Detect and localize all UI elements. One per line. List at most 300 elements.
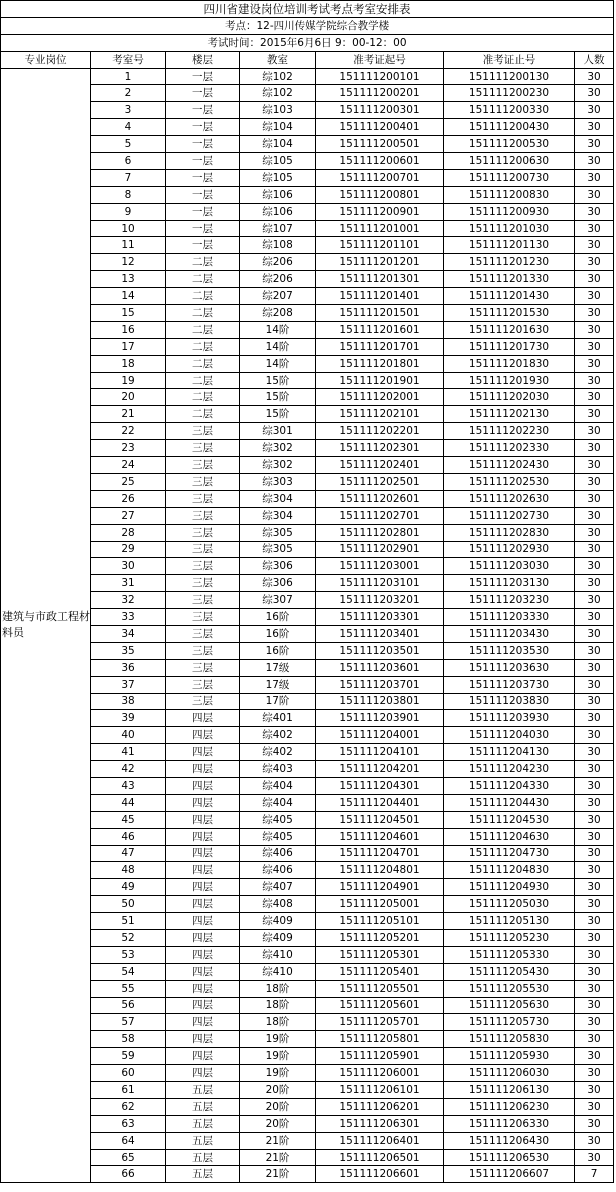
classroom-cell: 综103 [240,102,316,119]
ticket-start-cell: 151111200201 [316,85,444,102]
ticket-start-cell: 151111206101 [316,1082,444,1099]
ticket-start-cell: 151111205801 [316,1031,444,1048]
ticket-start-cell: 151111206401 [316,1132,444,1149]
ticket-end-cell: 151111202530 [444,473,575,490]
ticket-end-cell: 151111205030 [444,896,575,913]
count-cell: 30 [575,541,614,558]
classroom-cell: 14阶 [240,355,316,372]
classroom-cell: 综402 [240,727,316,744]
ticket-start-cell: 151111202301 [316,440,444,457]
room-number-cell: 4 [91,119,166,136]
floor-cell: 四层 [166,727,240,744]
ticket-start-cell: 151111203001 [316,558,444,575]
floor-cell: 一层 [166,136,240,153]
classroom-cell: 综102 [240,85,316,102]
floor-cell: 二层 [166,288,240,305]
classroom-cell: 15阶 [240,389,316,406]
ticket-end-cell: 151111204030 [444,727,575,744]
room-number-cell: 37 [91,676,166,693]
ticket-end-cell: 151111203430 [444,625,575,642]
table-row [1,676,614,693]
room-number-cell: 29 [91,541,166,558]
room-number-cell: 15 [91,305,166,322]
classroom-cell: 综401 [240,710,316,727]
room-number-cell: 2 [91,85,166,102]
room-number-cell: 3 [91,102,166,119]
classroom-cell: 综402 [240,744,316,761]
room-number-cell: 5 [91,136,166,153]
room-number-cell: 40 [91,727,166,744]
floor-cell: 四层 [166,1065,240,1082]
floor-cell: 三层 [166,642,240,659]
table-row [1,609,614,626]
ticket-start-cell: 151111201301 [316,271,444,288]
table-row [1,406,614,423]
ticket-start-cell: 151111200901 [316,203,444,220]
ticket-start-cell: 151111205101 [316,913,444,930]
table-row [1,862,614,879]
ticket-end-cell: 151111205330 [444,946,575,963]
ticket-start-cell: 151111201601 [316,321,444,338]
ticket-start-cell: 151111203501 [316,642,444,659]
ticket-end-cell: 151111201530 [444,305,575,322]
ticket-start-cell: 151111200601 [316,153,444,170]
ticket-start-cell: 151111205501 [316,980,444,997]
table-row [1,1149,614,1166]
ticket-start-cell: 151111201001 [316,220,444,237]
classroom-cell: 综410 [240,963,316,980]
classroom-cell: 综104 [240,119,316,136]
major-cell: 建筑与市政工程材料员 [1,68,91,1183]
table-row [1,980,614,997]
ticket-end-cell: 151111205730 [444,1014,575,1031]
ticket-end-cell: 151111204430 [444,794,575,811]
ticket-end-cell: 151111200430 [444,119,575,136]
floor-cell: 三层 [166,659,240,676]
ticket-end-cell: 151111206530 [444,1149,575,1166]
count-cell: 30 [575,794,614,811]
ticket-end-cell: 151111202830 [444,524,575,541]
floor-cell: 四层 [166,1048,240,1065]
count-cell: 30 [575,558,614,575]
count-cell: 30 [575,929,614,946]
floor-cell: 二层 [166,254,240,271]
room-number-cell: 44 [91,794,166,811]
ticket-end-cell: 151111205930 [444,1048,575,1065]
ticket-end-cell: 151111203930 [444,710,575,727]
ticket-end-cell: 151111204930 [444,879,575,896]
floor-cell: 一层 [166,169,240,186]
room-number-cell: 24 [91,457,166,474]
ticket-start-cell: 151111200301 [316,102,444,119]
floor-cell: 三层 [166,541,240,558]
ticket-start-cell: 151111202101 [316,406,444,423]
ticket-start-cell: 151111204501 [316,811,444,828]
count-cell: 30 [575,203,614,220]
ticket-start-cell: 151111203801 [316,693,444,710]
room-number-cell: 13 [91,271,166,288]
table-row [1,271,614,288]
room-number-cell: 8 [91,186,166,203]
classroom-cell: 综408 [240,896,316,913]
classroom-cell: 21阶 [240,1149,316,1166]
table-row [1,1031,614,1048]
ticket-start-cell: 151111205901 [316,1048,444,1065]
table-row [1,1082,614,1099]
ticket-start-cell: 151111200701 [316,169,444,186]
table-row [1,169,614,186]
count-cell: 30 [575,777,614,794]
header-ticket-end: 准考证止号 [444,51,575,68]
ticket-start-cell: 151111202501 [316,473,444,490]
ticket-start-cell: 151111202001 [316,389,444,406]
count-cell: 30 [575,693,614,710]
room-number-cell: 7 [91,169,166,186]
floor-cell: 四层 [166,744,240,761]
classroom-cell: 16阶 [240,642,316,659]
room-number-cell: 62 [91,1098,166,1115]
ticket-end-cell: 151111202930 [444,541,575,558]
header-floor: 楼层 [166,51,240,68]
classroom-cell: 综102 [240,68,316,85]
room-number-cell: 41 [91,744,166,761]
ticket-end-cell: 151111200130 [444,68,575,85]
count-cell: 30 [575,997,614,1014]
count-cell: 30 [575,710,614,727]
floor-cell: 四层 [166,845,240,862]
ticket-start-cell: 151111201501 [316,305,444,322]
room-number-cell: 53 [91,946,166,963]
ticket-end-cell: 151111206607 [444,1166,575,1183]
ticket-start-cell: 151111206301 [316,1115,444,1132]
room-number-cell: 19 [91,372,166,389]
table-row [1,845,614,862]
ticket-start-cell: 151111205201 [316,929,444,946]
table-row [1,896,614,913]
floor-cell: 五层 [166,1166,240,1183]
count-cell: 30 [575,507,614,524]
table-row [1,119,614,136]
ticket-end-cell: 151111201030 [444,220,575,237]
table-row [1,1014,614,1031]
classroom-cell: 综406 [240,845,316,862]
classroom-cell: 20阶 [240,1115,316,1132]
classroom-cell: 综409 [240,913,316,930]
count-cell: 30 [575,68,614,85]
classroom-cell: 综307 [240,592,316,609]
ticket-end-cell: 151111201430 [444,288,575,305]
room-number-cell: 17 [91,338,166,355]
classroom-cell: 综407 [240,879,316,896]
table-row [1,220,614,237]
table-row [1,777,614,794]
room-number-cell: 63 [91,1115,166,1132]
ticket-start-cell: 151111204601 [316,828,444,845]
room-number-cell: 14 [91,288,166,305]
floor-cell: 四层 [166,710,240,727]
classroom-cell: 18阶 [240,997,316,1014]
count-cell: 30 [575,879,614,896]
table-row [1,254,614,271]
classroom-cell: 21阶 [240,1166,316,1183]
floor-cell: 四层 [166,913,240,930]
ticket-start-cell: 151111205301 [316,946,444,963]
room-number-cell: 55 [91,980,166,997]
count-cell: 30 [575,744,614,761]
ticket-end-cell: 151111206230 [444,1098,575,1115]
floor-cell: 一层 [166,85,240,102]
table-row [1,811,614,828]
classroom-cell: 19阶 [240,1065,316,1082]
classroom-cell: 综108 [240,237,316,254]
table-row [1,423,614,440]
table-row [1,879,614,896]
classroom-cell: 综206 [240,271,316,288]
classroom-cell: 21阶 [240,1132,316,1149]
ticket-start-cell: 151111201401 [316,288,444,305]
room-number-cell: 10 [91,220,166,237]
table-row [1,1115,614,1132]
ticket-end-cell: 151111204730 [444,845,575,862]
floor-cell: 四层 [166,929,240,946]
floor-cell: 一层 [166,153,240,170]
count-cell: 30 [575,642,614,659]
classroom-cell: 综403 [240,761,316,778]
classroom-cell: 17级 [240,659,316,676]
floor-cell: 五层 [166,1082,240,1099]
floor-cell: 四层 [166,963,240,980]
exam-time-row [1,34,614,51]
classroom-cell: 20阶 [240,1098,316,1115]
classroom-cell: 15阶 [240,372,316,389]
ticket-end-cell: 151111206030 [444,1065,575,1082]
table-row [1,305,614,322]
table-row [1,102,614,119]
classroom-cell: 综405 [240,828,316,845]
ticket-start-cell: 151111205701 [316,1014,444,1031]
ticket-end-cell: 151111205130 [444,913,575,930]
room-number-cell: 16 [91,321,166,338]
ticket-end-cell: 151111203030 [444,558,575,575]
ticket-end-cell: 151111203630 [444,659,575,676]
table-row [1,1065,614,1082]
floor-cell: 四层 [166,1031,240,1048]
room-number-cell: 27 [91,507,166,524]
ticket-start-cell: 151111206001 [316,1065,444,1082]
table-row [1,321,614,338]
classroom-cell: 综304 [240,490,316,507]
count-cell: 30 [575,963,614,980]
room-number-cell: 38 [91,693,166,710]
venue-row [1,17,614,34]
ticket-start-cell: 151111205001 [316,896,444,913]
table-row [1,186,614,203]
ticket-end-cell: 151111203130 [444,575,575,592]
count-cell: 30 [575,913,614,930]
room-number-cell: 31 [91,575,166,592]
room-number-cell: 9 [91,203,166,220]
room-number-cell: 45 [91,811,166,828]
ticket-end-cell: 151111200630 [444,153,575,170]
ticket-end-cell: 151111203230 [444,592,575,609]
classroom-cell: 15阶 [240,406,316,423]
count-cell: 30 [575,305,614,322]
table-row [1,524,614,541]
ticket-end-cell: 151111202330 [444,440,575,457]
ticket-end-cell: 151111204330 [444,777,575,794]
floor-cell: 二层 [166,305,240,322]
floor-cell: 二层 [166,389,240,406]
ticket-start-cell: 151111200401 [316,119,444,136]
classroom-cell: 18阶 [240,1014,316,1031]
ticket-start-cell: 151111203301 [316,609,444,626]
room-number-cell: 65 [91,1149,166,1166]
ticket-start-cell: 151111202901 [316,541,444,558]
ticket-start-cell: 151111205601 [316,997,444,1014]
room-number-cell: 60 [91,1065,166,1082]
ticket-start-cell: 151111202801 [316,524,444,541]
classroom-cell: 综306 [240,575,316,592]
floor-cell: 二层 [166,338,240,355]
table-row [1,575,614,592]
count-cell: 7 [575,1166,614,1183]
table-row [1,85,614,102]
room-number-cell: 11 [91,237,166,254]
classroom-cell: 20阶 [240,1082,316,1099]
floor-cell: 二层 [166,321,240,338]
classroom-cell: 综404 [240,794,316,811]
floor-cell: 三层 [166,490,240,507]
table-row [1,389,614,406]
table-row [1,592,614,609]
floor-cell: 二层 [166,271,240,288]
ticket-end-cell: 151111201830 [444,355,575,372]
table-row [1,761,614,778]
room-number-cell: 6 [91,153,166,170]
room-number-cell: 12 [91,254,166,271]
floor-cell: 三层 [166,423,240,440]
ticket-start-cell: 151111201101 [316,237,444,254]
ticket-end-cell: 151111205230 [444,929,575,946]
count-cell: 30 [575,1065,614,1082]
count-cell: 30 [575,676,614,693]
ticket-start-cell: 151111204201 [316,761,444,778]
count-cell: 30 [575,389,614,406]
count-cell: 30 [575,592,614,609]
ticket-end-cell: 151111203730 [444,676,575,693]
floor-cell: 四层 [166,761,240,778]
classroom-cell: 综106 [240,203,316,220]
floor-cell: 三层 [166,693,240,710]
floor-cell: 四层 [166,879,240,896]
table-row [1,659,614,676]
count-cell: 30 [575,828,614,845]
classroom-cell: 综302 [240,440,316,457]
room-number-cell: 26 [91,490,166,507]
ticket-end-cell: 151111200930 [444,203,575,220]
ticket-start-cell: 151111204401 [316,794,444,811]
ticket-start-cell: 151111203401 [316,625,444,642]
count-cell: 30 [575,1132,614,1149]
classroom-cell: 综206 [240,254,316,271]
classroom-cell: 综105 [240,169,316,186]
count-cell: 30 [575,355,614,372]
count-cell: 30 [575,896,614,913]
table-row [1,710,614,727]
ticket-start-cell: 151111202401 [316,457,444,474]
count-cell: 30 [575,220,614,237]
ticket-end-cell: 151111202130 [444,406,575,423]
room-number-cell: 59 [91,1048,166,1065]
classroom-cell: 综304 [240,507,316,524]
ticket-start-cell: 151111203601 [316,659,444,676]
floor-cell: 三层 [166,575,240,592]
table-row [1,1166,614,1183]
room-number-cell: 23 [91,440,166,457]
header-row [1,51,614,68]
table-row [1,457,614,474]
room-number-cell: 48 [91,862,166,879]
classroom-cell: 16阶 [240,625,316,642]
room-number-cell: 51 [91,913,166,930]
table-row [1,828,614,845]
count-cell: 30 [575,625,614,642]
ticket-start-cell: 151111201901 [316,372,444,389]
floor-cell: 一层 [166,68,240,85]
room-number-cell: 33 [91,609,166,626]
floor-cell: 四层 [166,946,240,963]
ticket-end-cell: 151111204230 [444,761,575,778]
ticket-start-cell: 151111201801 [316,355,444,372]
table-row [1,929,614,946]
classroom-cell: 综406 [240,862,316,879]
floor-cell: 四层 [166,997,240,1014]
classroom-cell: 综107 [240,220,316,237]
classroom-cell: 综405 [240,811,316,828]
count-cell: 30 [575,811,614,828]
floor-cell: 一层 [166,203,240,220]
count-cell: 30 [575,1014,614,1031]
floor-cell: 一层 [166,186,240,203]
table-row [1,507,614,524]
floor-cell: 五层 [166,1132,240,1149]
ticket-start-cell: 151111203701 [316,676,444,693]
count-cell: 30 [575,727,614,744]
count-cell: 30 [575,980,614,997]
room-number-cell: 25 [91,473,166,490]
ticket-start-cell: 151111204301 [316,777,444,794]
floor-cell: 四层 [166,980,240,997]
classroom-cell: 综404 [240,777,316,794]
table-row [1,625,614,642]
count-cell: 30 [575,457,614,474]
room-number-cell: 35 [91,642,166,659]
classroom-cell: 综105 [240,153,316,170]
count-cell: 30 [575,136,614,153]
count-cell: 30 [575,186,614,203]
table-row [1,338,614,355]
header-room-number: 考室号 [91,51,166,68]
room-number-cell: 56 [91,997,166,1014]
classroom-cell: 综303 [240,473,316,490]
ticket-start-cell: 151111206501 [316,1149,444,1166]
count-cell: 30 [575,946,614,963]
ticket-end-cell: 151111201730 [444,338,575,355]
table-row [1,794,614,811]
floor-cell: 一层 [166,119,240,136]
room-number-cell: 1 [91,68,166,85]
floor-cell: 一层 [166,237,240,254]
